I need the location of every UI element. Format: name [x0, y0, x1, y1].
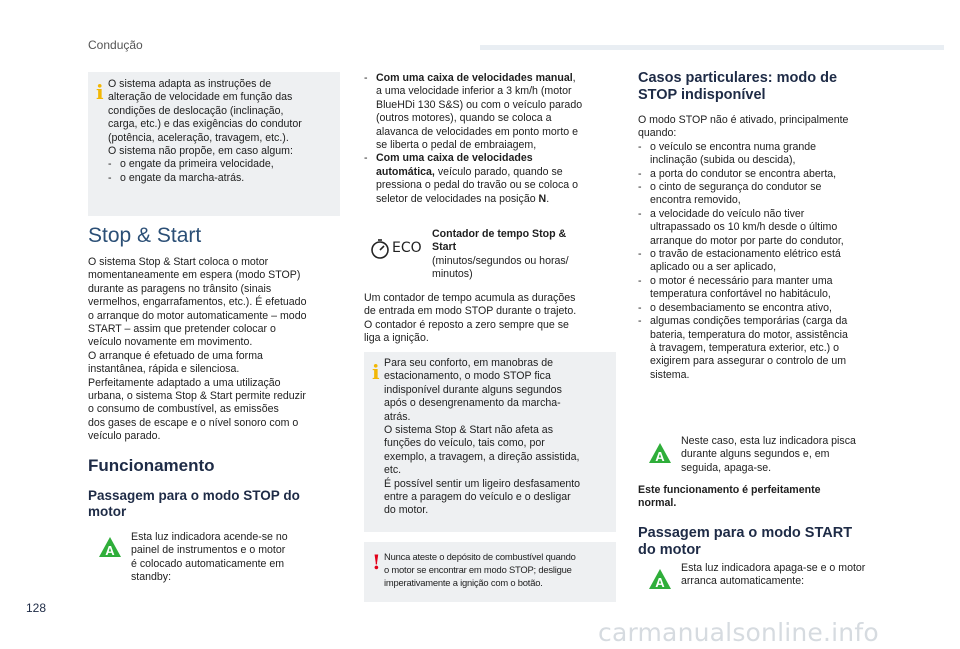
blink-indicator-icon [648, 442, 672, 469]
cases-line: o travão de estacionamento elétrico está [650, 248, 841, 261]
start-line: Esta luz indicadora apaga-se e o motor [681, 562, 866, 574]
dash: - [638, 274, 642, 287]
heading-line: Casos particulares: modo de [638, 70, 838, 86]
counter-line: de entrada em modo STOP durante o trajeto. [364, 305, 577, 318]
normal-line: normal. [638, 497, 677, 510]
note-line: atrás. [384, 410, 411, 423]
heading-line: Passagem para o modo STOP do [88, 488, 300, 503]
blink-line: durante alguns segundos e, em [681, 448, 830, 461]
stopwatch-icon [368, 237, 392, 261]
svg-text:A: A [655, 575, 665, 590]
counter-title: Contador de tempo Stop & [432, 228, 567, 240]
stop-line: é colocado automaticamente em [131, 557, 285, 570]
cases-line: à travagem, temperatura exterior, etc.) o [650, 341, 840, 354]
info-note-adapt: i O sistema adapta as instruções de alteração de velocidade em função das condições de deslocação (inclinação, carga, etc.) e das exigências do condutor (potência, aceleração, travagem, etc.). O sistema não propõe, em caso algum: - o engate da primeira velocidade, - o engate da marcha-atrás. [88, 72, 340, 216]
intro-line: instantânea, rápida e silenciosa. [88, 363, 240, 376]
warning-note [364, 542, 616, 602]
svg-text:A: A [655, 449, 665, 464]
heading-line: do motor [638, 542, 701, 558]
note-item: o engate da marcha-atrás. [120, 171, 245, 184]
item-line: se liberta o pedal de embraiagem, [376, 139, 537, 152]
blink-line: Neste caso, esta luz indicadora pisca [681, 435, 856, 447]
heading-line: STOP indisponível [638, 87, 766, 103]
cases-line: encontra removido, [650, 194, 741, 207]
note-line: estacionamento, o modo STOP fica [384, 370, 551, 383]
info-note-comfort [364, 352, 616, 532]
item-bold: Com uma caixa de velocidades [376, 152, 533, 165]
start-indicator-icon [648, 568, 672, 595]
dash: - [638, 181, 642, 194]
dash: - [638, 248, 642, 261]
cases-text [638, 114, 898, 382]
intro-line: momentaneamente em espera (modo STOP) [88, 269, 301, 282]
blink-text [681, 435, 901, 475]
item-line: a uma velocidade inferior a 3 km/h (motor [376, 85, 572, 98]
intro-line: O arranque é efetuado de uma forma [88, 349, 263, 362]
cases-item [638, 302, 898, 315]
start-line: arranca automaticamente: [681, 575, 805, 588]
cases-line: bateria, temperatura do motor, assistência [650, 328, 848, 341]
counter-text [364, 292, 620, 346]
cases-item [638, 248, 898, 275]
note-line: exemplo, a travagem, a direção assistida, [384, 450, 580, 463]
start-text [681, 562, 901, 589]
counter-sub: (minutos/segundos ou horas/ [432, 254, 569, 267]
page-title: Stop & Start [88, 224, 202, 247]
cases-line: arranque do motor por parte do condutor, [650, 234, 844, 247]
cases-line: algumas condições temporárias (carga da [650, 315, 848, 328]
intro-line: Perfeitamente adaptado a uma utilização [88, 376, 281, 389]
cases-intro: O modo STOP não é ativado, principalmente [638, 114, 849, 126]
heading-start-mode [638, 525, 852, 559]
cases-line: o desembaciamento se encontra ativo, [650, 301, 832, 314]
note-line: (potência, aceleração, travagem, etc.). [108, 131, 289, 144]
note-line: alteração de velocidade em função das [108, 91, 293, 104]
intro-line: durante as paragens no trânsito (sinais [88, 282, 272, 295]
note-line: após o desengrenamento da marcha- [384, 397, 561, 410]
intro-line: urbana, o sistema Stop & Start permite reduzir [88, 390, 306, 403]
cases-line: sistema. [650, 368, 690, 381]
cases-line: o veículo se encontra numa grande [650, 140, 817, 153]
dash: - [638, 207, 642, 220]
note-line: entre a paragem do veículo e o desligar [384, 491, 571, 504]
svg-text:A: A [105, 543, 115, 558]
item-text: seletor de velocidades na posição [376, 192, 539, 205]
gearbox-list: - Com uma caixa de velocidades manual, a uma velocidade inferior a 3 km/h (motor BlueHDi 130 S&S) ou com o veículo parado (outros motores), quando se coloca a alavanca de velocidades em ponto morto e se liberta o pedal de embraiagem, - Com uma caixa de velocidades automática, veículo parado, quando se pressiona o pedal do travão ou se coloca o seletor de velocidades na posição N. [364, 72, 583, 205]
dash: - [638, 140, 642, 153]
cases-line: a velocidade do veículo não tiver [650, 207, 805, 220]
cases-line: ultrapassado os 10 km/h desde o último [650, 221, 838, 234]
intro-line: vermelhos, engarrafamentos, etc.). É efetuado [88, 296, 307, 309]
heading-line: Passagem para o modo START [638, 525, 853, 541]
heading-funcionamento: Funcionamento [88, 456, 215, 475]
item-bold: N [538, 192, 547, 205]
intro-line: veículo parado. [88, 430, 161, 443]
item-line: pressiona o pedal do travão ou se coloca o [376, 179, 579, 192]
stop-line: standby: [131, 571, 172, 584]
note-line: O sistema Stop & Start não afeta as [384, 424, 553, 437]
item-text: veículo parado, quando se [434, 165, 563, 178]
header-bar [480, 45, 944, 50]
cases-list [638, 141, 898, 382]
intro-line: o consumo de combustível, as emissões [88, 403, 279, 416]
section-header: Condução [88, 38, 143, 52]
note-line: Para seu conforto, em manobras de [384, 357, 554, 369]
note-line: indisponível durante alguns segundos [384, 383, 562, 396]
heading-line: motor [88, 504, 127, 519]
warning-line: o motor se encontrar em modo STOP; desligue [384, 564, 572, 575]
cases-line: a porta do condutor se encontra aberta, [650, 167, 837, 180]
eco-counter-icon [368, 236, 432, 262]
info-icon: i [372, 360, 380, 384]
note-line: etc. [384, 464, 402, 477]
intro-line: dos gases de escape e o nível sonoro com o [88, 416, 299, 429]
intro-line: veículo novamente em movimento. [88, 336, 253, 349]
cases-intro: quando: [638, 127, 677, 140]
note-line: O sistema não propõe, em caso algum: [108, 145, 293, 158]
note-line: O sistema adapta as instruções de [108, 78, 272, 90]
item-bold: automática, [376, 165, 435, 178]
cases-item [638, 181, 898, 208]
dash: - [638, 167, 642, 180]
page-number: 128 [26, 601, 47, 615]
stop-line: painel de instrumentos e o motor [131, 544, 286, 557]
note-line: do motor. [384, 504, 429, 517]
item-bold: Com uma caixa de velocidades manual [376, 72, 573, 84]
heading-special-cases [638, 70, 837, 104]
info-icon: i [96, 80, 104, 104]
cases-item [638, 275, 898, 302]
counter-title: Start [432, 241, 457, 254]
cases-item [638, 168, 898, 181]
cases-line: inclinação (subida ou descida), [650, 154, 796, 167]
stop-indicator-icon [98, 536, 122, 563]
counter-caption [432, 228, 618, 282]
blink-line: seguida, apaga-se. [681, 461, 772, 474]
normal-note [638, 484, 898, 511]
cases-line: temperatura confortável no habitáculo, [650, 288, 831, 301]
intro-text [88, 256, 342, 444]
watermark: carmanualsonline.info [598, 618, 879, 647]
counter-sub: minutos) [432, 268, 473, 281]
item-line: (outros motores), quando se coloca a [376, 112, 552, 125]
item-line: alavanca de velocidades em ponto morto e [376, 125, 578, 138]
cases-item [638, 141, 898, 168]
dash: - [638, 315, 642, 328]
item-line: BlueHDi 130 S&S) ou com o veículo parado [376, 98, 583, 111]
note-line: carga, etc.) e das exigências do condutor [108, 118, 302, 131]
intro-line: START – assim que pretender colocar o [88, 323, 276, 336]
stop-line: Esta luz indicadora acende-se no [131, 531, 288, 543]
counter-line: O contador é reposto a zero sempre que se [364, 318, 569, 331]
cases-item [638, 208, 898, 248]
eco-label: ECO [392, 240, 422, 256]
note-line: condições de deslocação (inclinação, [108, 104, 284, 117]
counter-line: Um contador de tempo acumula as durações [364, 292, 576, 304]
cases-item [638, 315, 898, 382]
intro-line: O sistema Stop & Start coloca o motor [88, 256, 269, 268]
cases-line: o motor é necessário para manter uma [650, 274, 833, 287]
dash: - [638, 301, 642, 314]
cases-line: exigirem para assegurar o controlo de um [650, 355, 847, 368]
warning-line: Nunca ateste o depósito de combustível quando [384, 551, 576, 562]
note-item: o engate da primeira velocidade, [120, 158, 274, 171]
cases-line: aplicado ou a ser aplicado, [650, 261, 777, 274]
note-line: É possível sentir um ligeiro desfasamento [384, 477, 581, 490]
warning-icon: ! [372, 550, 381, 574]
note-line: funções do veículo, tais como, por [384, 437, 545, 450]
intro-line: o arranque do motor automaticamente – modo [88, 309, 307, 322]
heading-stop-mode [88, 488, 300, 520]
cases-line: o cinto de segurança do condutor se [650, 181, 822, 194]
normal-line: Este funcionamento é perfeitamente [638, 484, 821, 496]
warning-line: imperativamente a ignição com o botão. [384, 577, 543, 588]
counter-line: liga a ignição. [364, 332, 429, 345]
stop-text [131, 531, 341, 585]
